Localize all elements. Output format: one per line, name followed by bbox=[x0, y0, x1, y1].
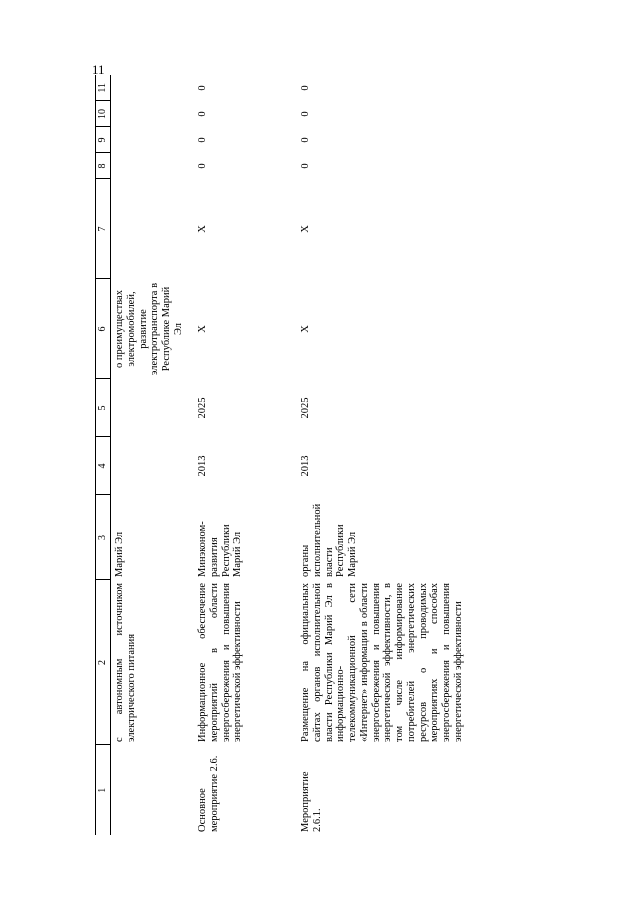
table-row bbox=[194, 75, 297, 835]
cell-description: Размещение на официальных сайтах органов исполнительной власти Республики Марий Эл в информационно-телекоммуникационной сети «Интернет» информации в области энергосбережения и повышения энергетической эффективности, в том числе информирование потребителей энергетических ресурсов о проводимых мероприятиях и способах энергосбережения и повышения энергетической эффективности bbox=[300, 583, 464, 742]
cell-col9: 0 bbox=[197, 137, 208, 143]
page-number: 11 bbox=[92, 62, 105, 77]
cell-col8 bbox=[111, 153, 195, 179]
column-number: 2 bbox=[96, 580, 111, 745]
cell-end-year: 2025 bbox=[300, 397, 311, 419]
cell-col10: 0 bbox=[197, 111, 208, 117]
column-number: 6 bbox=[96, 279, 111, 379]
cell-description: с автономным источником электрического питания bbox=[114, 583, 137, 742]
cell-col7 bbox=[111, 179, 195, 279]
column-number: 10 bbox=[96, 101, 111, 127]
cell-start-year bbox=[111, 437, 195, 495]
cell-col9 bbox=[111, 127, 195, 153]
cell-result: о преимуществах электромобилей, развитие электротранспорта в Республике Марий Эл bbox=[114, 282, 184, 376]
column-number-row bbox=[96, 75, 111, 835]
column-number: 4 bbox=[96, 437, 111, 495]
cell-col11 bbox=[111, 75, 195, 101]
table-row bbox=[297, 75, 530, 835]
cell-measure: Основное мероприятие 2.6. bbox=[197, 755, 220, 832]
cell-start-year: 2013 bbox=[197, 455, 208, 477]
cell-result: X bbox=[197, 325, 208, 333]
rotated-table-wrapper bbox=[95, 75, 531, 835]
cell-description: Информационное обеспечение мероприятий в области энергосбережения и повышения энергетической эффективности bbox=[197, 583, 244, 742]
column-number: 11 bbox=[96, 75, 111, 101]
cell-col8: 0 bbox=[300, 163, 311, 169]
cell-col7: X bbox=[300, 225, 311, 233]
column-number: 1 bbox=[96, 745, 111, 835]
column-number: 5 bbox=[96, 379, 111, 437]
cell-measure bbox=[111, 745, 195, 835]
cell-start-year: 2013 bbox=[300, 455, 311, 477]
cell-col8: 0 bbox=[197, 163, 208, 169]
cell-col11: 0 bbox=[300, 85, 311, 91]
cell-result: X bbox=[300, 325, 311, 333]
cell-end-year bbox=[111, 379, 195, 437]
cell-measure: Мероприятие 2.6.1. bbox=[300, 771, 323, 832]
cell-col10 bbox=[111, 101, 195, 127]
cell-executor: Марий Эл bbox=[114, 531, 125, 577]
measures-table bbox=[95, 75, 530, 835]
table-row-continuation bbox=[111, 75, 195, 835]
column-number: 9 bbox=[96, 127, 111, 153]
cell-col7: X bbox=[197, 225, 208, 233]
column-number: 3 bbox=[96, 495, 111, 580]
cell-executor: органы исполнительной власти Республики Марий Эл bbox=[300, 503, 358, 577]
cell-col10: 0 bbox=[300, 111, 311, 117]
cell-executor: Минэконом-развития Республики Марий Эл bbox=[197, 521, 244, 577]
cell-col11: 0 bbox=[197, 85, 208, 91]
cell-col9: 0 bbox=[300, 137, 311, 143]
column-number: 8 bbox=[96, 153, 111, 179]
cell-end-year: 2025 bbox=[197, 397, 208, 419]
column-number: 7 bbox=[96, 179, 111, 279]
